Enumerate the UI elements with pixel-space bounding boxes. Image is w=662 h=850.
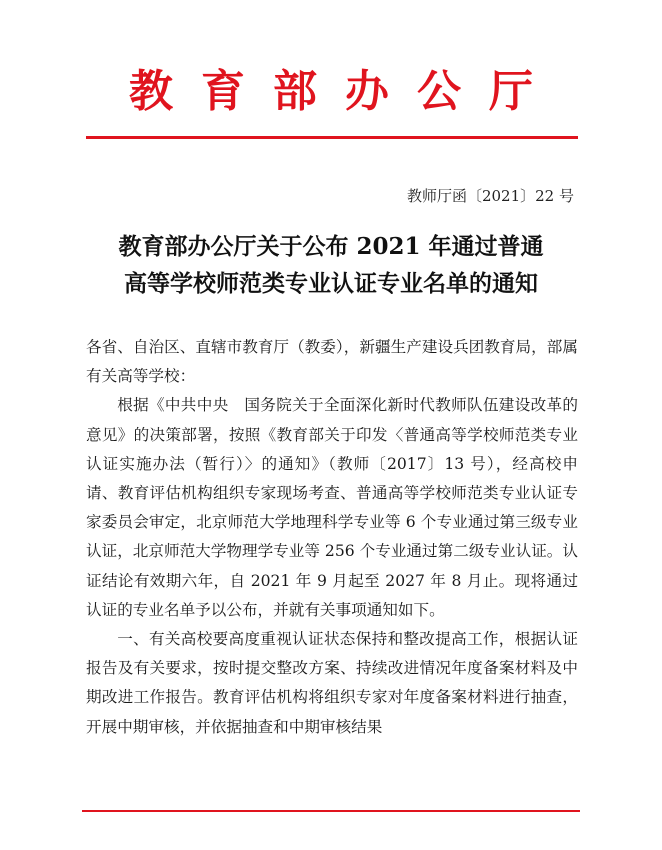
issuer-title: 教育部办公厅 <box>129 66 561 117</box>
document-title <box>60 228 602 302</box>
addressee: 各省、自治区、直辖市教育厅（教委），新疆生产建设兵团教育局，部属有关高等学校： <box>86 338 578 386</box>
document-title-line1: 教育部办公厅关于公布 2021 年通过普通 <box>118 233 544 260</box>
top-red-rule <box>86 136 578 139</box>
bottom-red-rule <box>82 810 580 812</box>
document-number: 教师厅函〔2021〕22 号 <box>406 187 574 205</box>
document-body <box>86 333 578 742</box>
document-title-line2: 高等学校师范类专业认证专业名单的通知 <box>124 270 538 297</box>
paragraph-2: 一、有关高校要高度重视认证状态保持和整改提高工作，根据认证报告及有关要求，按时提交整改方案、持续改进情况年度备案材料及中期改进工作报告。教育评估机构将组织专家对年度备案材料进行抽查，开展中期审核，并依据抽查和中期审核结果 <box>86 630 578 736</box>
paragraph-1: 根据《中共中央 国务院关于全面深化新时代教师队伍建设改革的意见》的决策部署，按照《教育部关于印发〈普通高等学校师范类专业认证实施办法（暂行）〉的通知》（教师〔2017〕13 号），经高校申请、教育评估机构组织专家现场考查、普通高等学校师范类专业认证专家委员会审定，北京师范大学地理科学专业等 6 个专业通过第三级专业认证，北京师范大学物理学专业等 256 个专业通过第二级专业认证。认证结论有效期六年，自 2021 年 9 月起至 2027 年 8 月止。现将通过认证的专业名单予以公布，并就有关事项通知如下。 <box>86 396 578 619</box>
